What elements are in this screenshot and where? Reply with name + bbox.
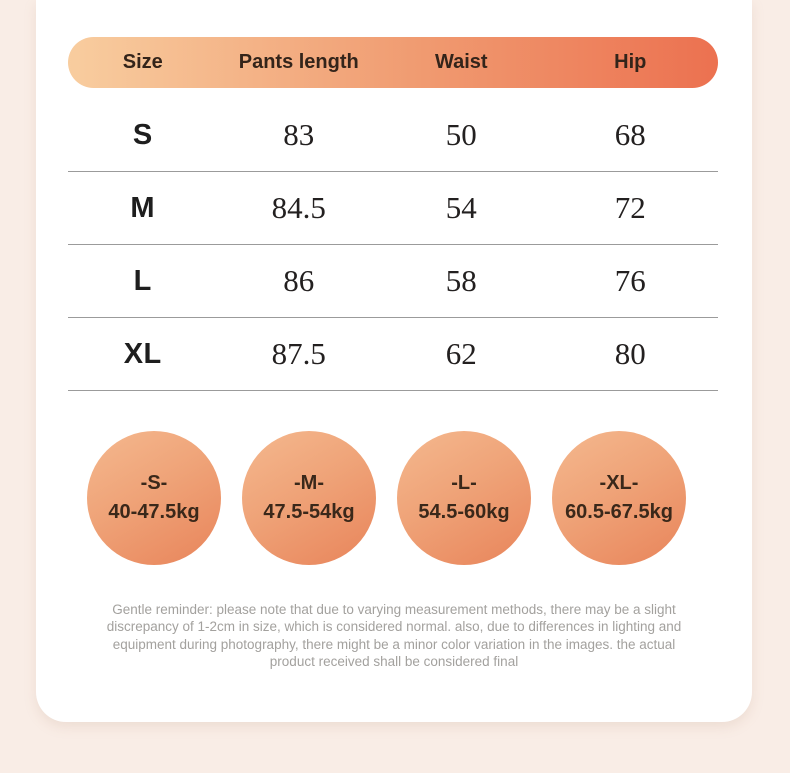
table-row <box>68 172 718 245</box>
header-cell-waist: Waist <box>434 51 488 73</box>
table-row <box>68 318 718 391</box>
row-pants-length-value: 86 <box>283 263 315 298</box>
size-table-body <box>68 99 718 391</box>
row-pants-length-value: 83 <box>283 117 315 152</box>
gentle-reminder-note <box>74 601 714 670</box>
row-pants-length-value: 84.5 <box>271 190 326 225</box>
row-waist-value: 54 <box>445 190 477 225</box>
header-cell-size: Size <box>122 51 163 73</box>
row-hip-value: 72 <box>614 190 646 225</box>
row-size-label: M <box>130 191 156 224</box>
row-hip-value: 80 <box>614 336 646 371</box>
weight-circle-xl <box>552 431 686 565</box>
row-waist-value: 62 <box>445 336 477 371</box>
weight-circle-l <box>397 431 531 565</box>
table-row <box>68 99 718 172</box>
row-waist-value: 50 <box>445 117 477 152</box>
circle-size-label: -M- <box>294 472 324 494</box>
circle-weight-range: 47.5-54kg <box>263 501 355 523</box>
reminder-line: Gentle reminder: please note that due to varying measurement methods, there may be a slight <box>112 602 676 617</box>
size-table <box>68 37 718 391</box>
row-size-label: S <box>132 118 153 151</box>
circle-size-label: -S- <box>140 472 168 494</box>
row-size-label: L <box>133 264 152 297</box>
header-cell-hip: Hip <box>614 51 647 73</box>
row-size-label: XL <box>123 337 162 370</box>
reminder-line: product received shall be considered final <box>269 653 519 669</box>
circle-size-label: -XL- <box>599 472 639 494</box>
weight-circle-m <box>242 431 376 565</box>
size-chart-card <box>36 0 752 722</box>
circle-size-label: -L- <box>451 472 477 494</box>
circle-weight-range: 54.5-60kg <box>418 501 510 523</box>
row-hip-value: 68 <box>614 117 646 152</box>
row-hip-value: 76 <box>614 263 646 298</box>
row-pants-length-value: 87.5 <box>271 336 326 371</box>
circle-weight-range: 60.5-67.5kg <box>565 501 673 523</box>
circle-weight-range: 40-47.5kg <box>108 501 200 523</box>
row-waist-value: 58 <box>445 263 477 298</box>
weight-circles-row <box>36 431 752 565</box>
reminder-line: equipment during photography, there might be a minor color variation in the images. the actual <box>112 636 676 652</box>
weight-circle-s <box>87 431 221 565</box>
table-row <box>68 245 718 318</box>
reminder-line: discrepancy of 1-2cm in size, which is considered normal. also, due to differences in lighting and <box>106 619 682 635</box>
header-cell-pants-length: Pants length <box>238 51 359 73</box>
size-table-header <box>68 37 718 88</box>
